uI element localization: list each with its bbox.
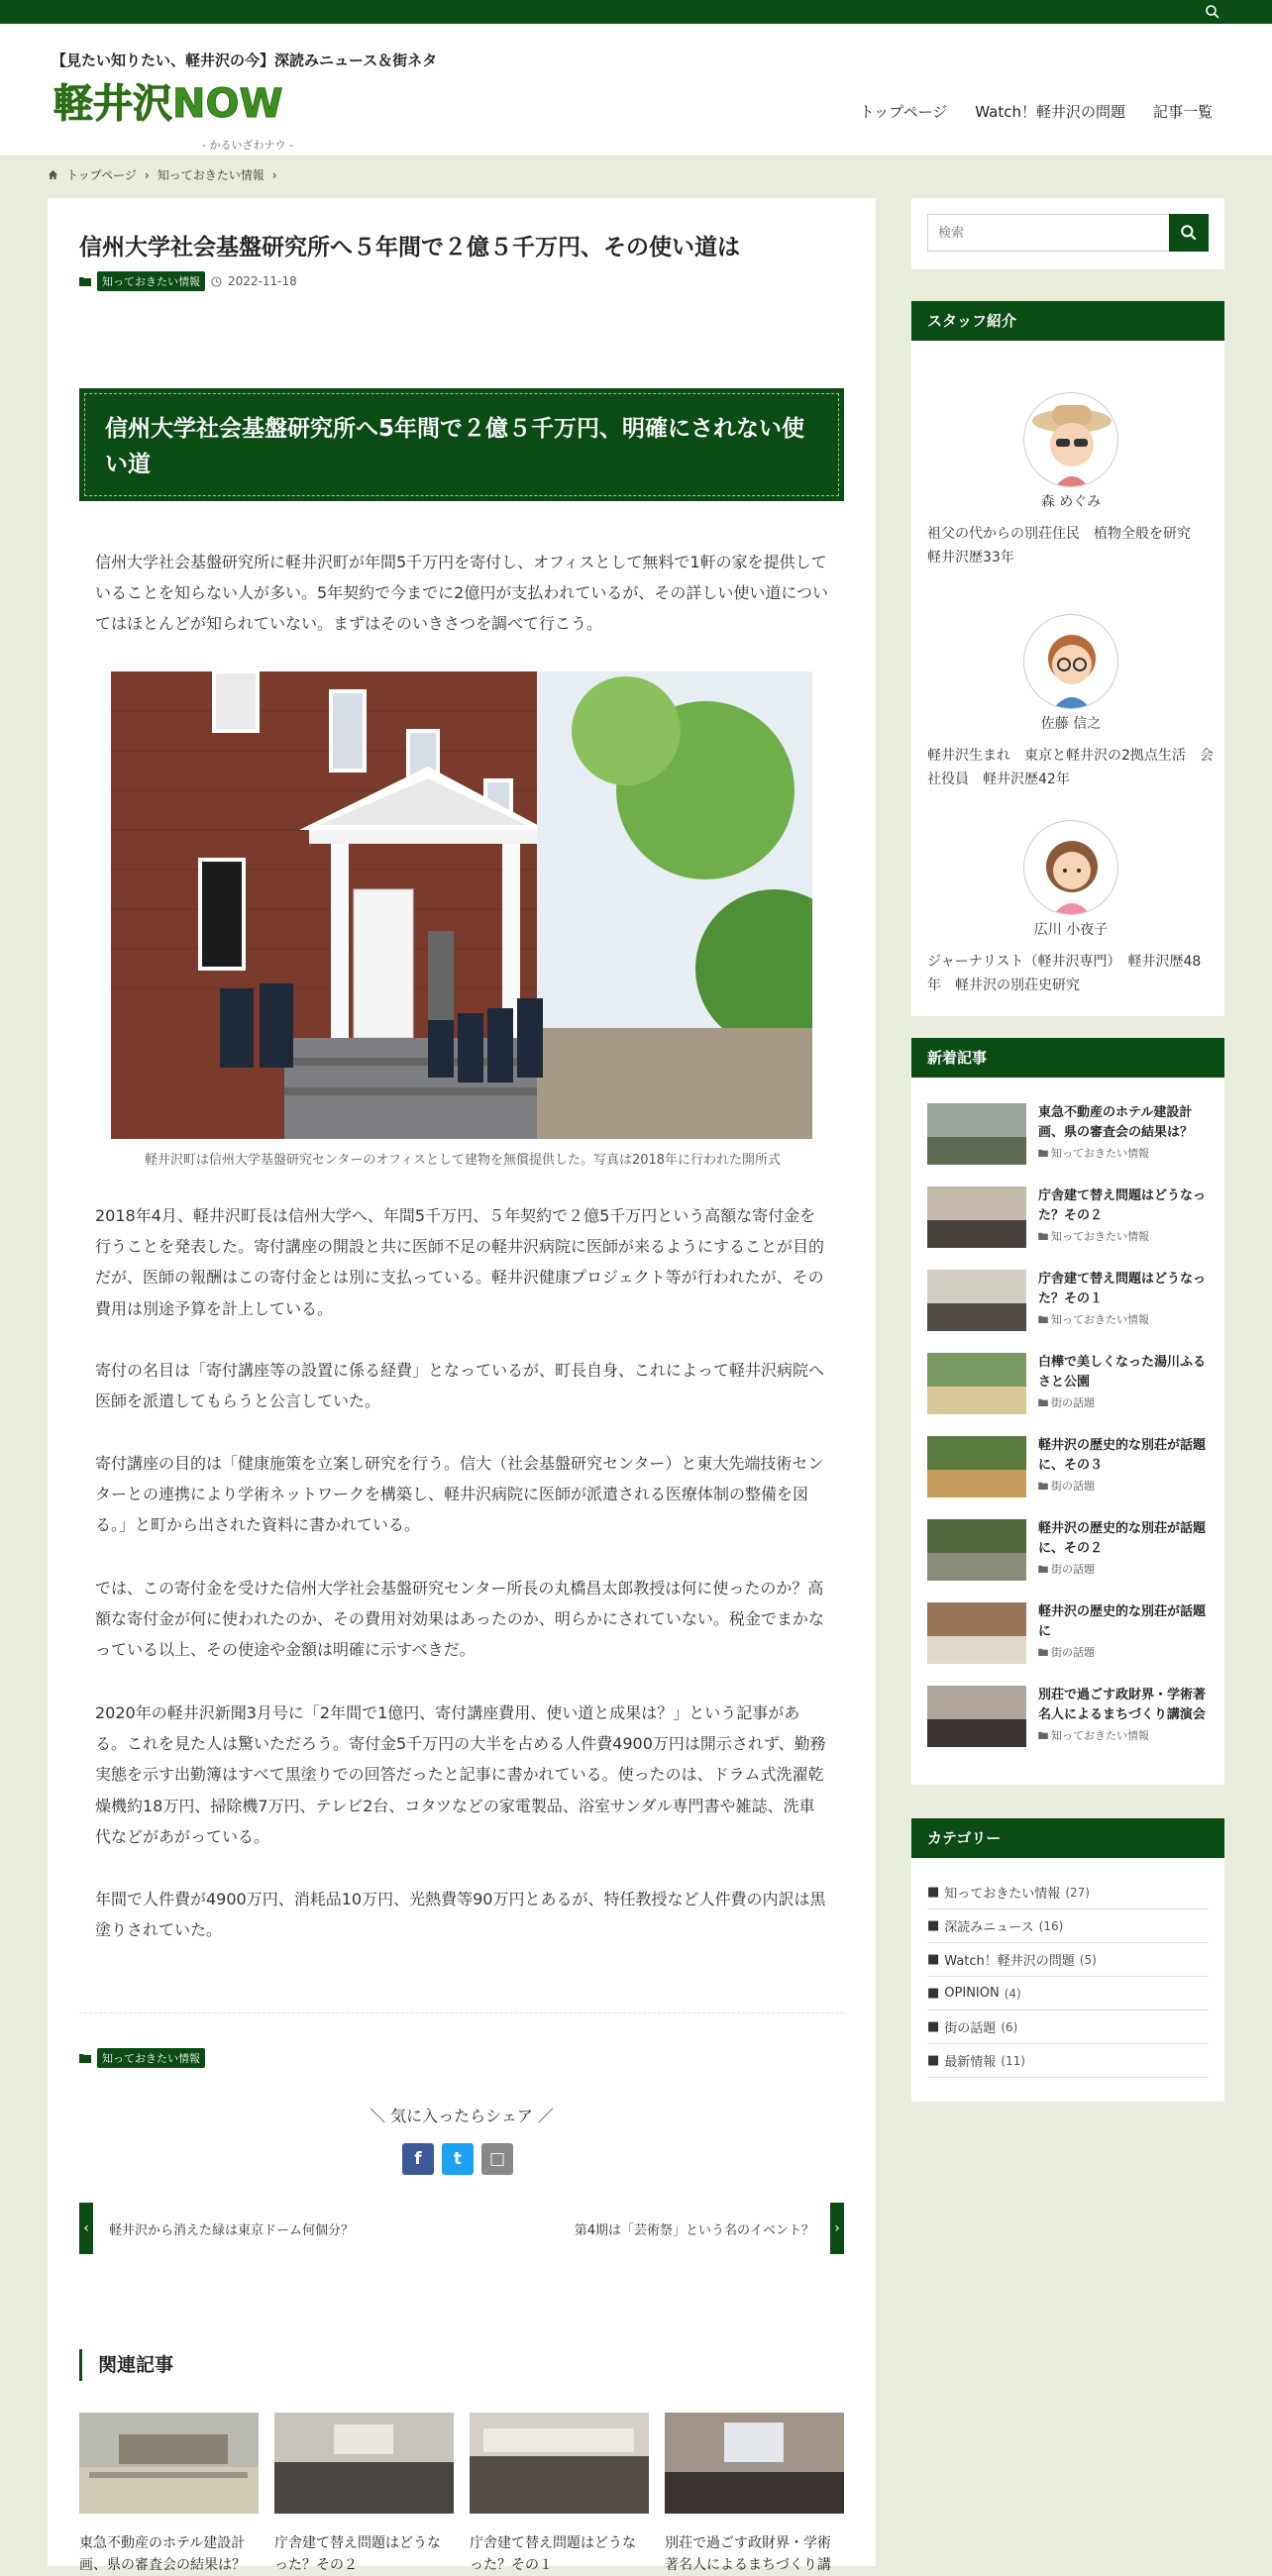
search-button[interactable] bbox=[1169, 214, 1209, 252]
share-heading: ＼ 気に入ったらシェア ／ bbox=[370, 2107, 554, 2125]
news-heading: 新着記事 bbox=[911, 1038, 1224, 1078]
category-count: (6) bbox=[1001, 2019, 1018, 2034]
share-buttons bbox=[402, 2143, 513, 2175]
news-title: 庁舎建て替え問題はどうなった？その１ bbox=[1038, 1272, 1207, 1307]
sidebar-news bbox=[911, 1038, 1224, 1785]
staff-desc: 祖父の代からの別荘住民 植物全般を研究 軽井沢歴33年 bbox=[927, 526, 1205, 566]
category-name: 最新情報 bbox=[944, 2055, 997, 2070]
staff-name: 森 めぐみ bbox=[1040, 494, 1102, 510]
news-category bbox=[1038, 1561, 1213, 1577]
related-articles bbox=[79, 2413, 844, 2576]
related-title: 別荘で過ごす政財界・学術著名人によるまちづくり講 bbox=[665, 2535, 831, 2573]
breadcrumb bbox=[48, 166, 277, 183]
category-item[interactable] bbox=[927, 1909, 1209, 1943]
sidebar-staff bbox=[911, 301, 1224, 1016]
chevron-right-icon: › bbox=[830, 2203, 844, 2254]
folder-icon bbox=[1038, 1482, 1048, 1490]
news-item[interactable] bbox=[927, 1103, 1213, 1165]
article-paragraph: 2020年の軽井沢新聞3月号に「2年間で1億円、寄付講座費用、使い道と成果は？」という記事がある。これを見た人は驚いただろう。寄付金5千万円の大半を占める人件費4900万円は開示されず、勤務実態を示す出勤簿はすべて黒塗りでの回答だったと記事に書かれている。使ったのは、ドラム式洗濯乾燥機約18万円、掃除機7万円、テレビ2台、コタツなどの家電製品、浴室サンダル専門書や雑誌、洗車代などがあがっている。 bbox=[95, 1703, 826, 1846]
avatar bbox=[1023, 392, 1118, 487]
folder-icon: ■ bbox=[927, 2053, 940, 2068]
news-thumb bbox=[927, 1436, 1026, 1497]
related-card[interactable] bbox=[274, 2413, 454, 2576]
folder-icon bbox=[1038, 1565, 1048, 1573]
category-name: Watch！軽井沢の問題 bbox=[944, 1954, 1075, 1969]
next-article-title: 第4期は「芸術祭」という名のイベント？ bbox=[574, 2222, 814, 2238]
news-category-label: 知っておきたい情報 bbox=[1051, 1147, 1149, 1161]
article-paragraph: 寄付講座の目的は「健康施策を立案し研究を行う。信大（社会基盤研究センター）と東大先端技術センターとの連携により学術ネットワークを構築し、軽井沢病院に医師が派遣される医療体制の整備を図る。」と町から出された資料に書かれている。 bbox=[95, 1454, 824, 1535]
photo-caption: 軽井沢町は信州大学基盤研究センターのオフィスとして建物を無償提供した。写真は2018年に行われた開所式 bbox=[144, 1153, 782, 1168]
news-category bbox=[1038, 1228, 1213, 1244]
site-tagline: 【見たい知りたい、軽井沢の今】深読みニュース＆街ネタ bbox=[52, 52, 438, 69]
news-thumb bbox=[927, 1686, 1026, 1747]
news-thumb bbox=[927, 1186, 1026, 1248]
article bbox=[48, 198, 876, 2573]
staff-card bbox=[927, 820, 1215, 998]
news-thumb bbox=[927, 1103, 1026, 1165]
folder-icon: ■ bbox=[927, 1918, 940, 1933]
news-category-label: 街の話題 bbox=[1051, 1396, 1095, 1410]
category-name: 深読みニュース bbox=[944, 1920, 1034, 1935]
article-heading: 信州大学社会基盤研究所へ5年間で２億５千万円、明確にされない使い道 bbox=[79, 388, 844, 501]
twitter-icon[interactable]: t bbox=[442, 2143, 474, 2175]
site-header bbox=[0, 24, 1272, 156]
next-article-link[interactable] bbox=[575, 2203, 844, 2254]
staff-desc: ジャーナリスト（軽井沢専門） 軽井沢歴48年 軽井沢の別荘史研究 bbox=[927, 954, 1202, 993]
news-category bbox=[1038, 1394, 1213, 1410]
related-card[interactable] bbox=[470, 2413, 649, 2576]
prev-article-title: 軽井沢から消えた緑は東京ドーム何個分？ bbox=[109, 2222, 355, 2238]
news-item[interactable] bbox=[927, 1686, 1213, 1747]
avatar bbox=[1023, 820, 1118, 915]
search-icon bbox=[1180, 224, 1198, 242]
breadcrumb-category[interactable]: 知っておきたい情報 bbox=[157, 168, 265, 182]
folder-icon bbox=[1038, 1648, 1048, 1656]
article-paragraph: 信州大学社会基盤研究所に軽井沢町が年間5千万円を寄付し、オフィスとして無料で1軒の家を提供していることを知らない人が多い。5年契約で今までに2億円が支払われているが、その詳しい使い道についてはほとんどが知られていない。まずはそのいきさつを調べて行こう。 bbox=[95, 553, 829, 634]
article-footer-category bbox=[79, 2048, 205, 2068]
search-input[interactable] bbox=[927, 214, 1169, 252]
related-title: 庁舎建て替え問題はどうなった？その２ bbox=[274, 2535, 441, 2573]
site-logo[interactable] bbox=[52, 71, 448, 155]
staff-name: 広川 小夜子 bbox=[1033, 922, 1109, 938]
news-title: 東急不動産のホテル建設計画、県の審査会の結果は？ bbox=[1038, 1105, 1194, 1141]
folder-icon bbox=[79, 2053, 91, 2063]
folder-icon bbox=[1038, 1398, 1048, 1406]
article-meta bbox=[79, 271, 297, 291]
news-category bbox=[1038, 1145, 1213, 1161]
news-item[interactable] bbox=[927, 1519, 1213, 1581]
nav-articles[interactable]: 記事一覧 bbox=[1152, 103, 1213, 121]
folder-icon bbox=[79, 276, 91, 286]
article-paragraph: 年間で人件費が4900万円、消耗品10万円、光熱費等90万円とあるが、特任教授など人件費の内訳は黒塗りされていた。 bbox=[95, 1890, 826, 1940]
sidebar-categories bbox=[911, 1818, 1224, 2102]
news-category bbox=[1038, 1644, 1213, 1660]
prev-article-link[interactable] bbox=[79, 2203, 354, 2254]
article-date: 2022-11-18 bbox=[228, 274, 297, 288]
news-item[interactable] bbox=[927, 1270, 1213, 1331]
category-item[interactable] bbox=[927, 2044, 1209, 2078]
sidebar-search bbox=[911, 198, 1224, 269]
related-thumb bbox=[665, 2413, 844, 2514]
category-list bbox=[927, 1876, 1209, 2078]
folder-icon bbox=[1038, 1232, 1048, 1240]
clock-icon bbox=[211, 276, 222, 287]
related-title: 庁舎建て替え問題はどうなった？その１ bbox=[470, 2535, 636, 2573]
category-item[interactable] bbox=[927, 1876, 1209, 1909]
nav-watch[interactable]: Watch！軽井沢の問題 bbox=[975, 103, 1125, 121]
related-card[interactable] bbox=[665, 2413, 844, 2576]
news-thumb bbox=[927, 1270, 1026, 1331]
news-title: 軽井沢の歴史的な別荘が話題に bbox=[1038, 1604, 1207, 1640]
folder-icon: ■ bbox=[927, 2019, 940, 2034]
news-thumb bbox=[927, 1519, 1026, 1581]
home-icon bbox=[48, 169, 58, 180]
related-thumb bbox=[274, 2413, 454, 2514]
news-item[interactable] bbox=[927, 1186, 1213, 1248]
global-nav bbox=[860, 101, 1213, 122]
folder-icon: ■ bbox=[927, 1986, 940, 2001]
svg-text:- かるいざわナウ -: - かるいざわナウ - bbox=[202, 139, 293, 152]
folder-icon bbox=[1038, 1731, 1048, 1739]
staff-desc: 軽井沢生まれ 東京と軽井沢の2拠点生活 会社役員 軽井沢歴42年 bbox=[927, 748, 1214, 787]
category-name: 街の話題 bbox=[944, 2021, 997, 2036]
share-icon[interactable]: □ bbox=[481, 2143, 513, 2175]
news-category-label: 街の話題 bbox=[1051, 1563, 1095, 1577]
category-count: (27) bbox=[1065, 1885, 1090, 1900]
article-paragraph: 寄付の名目は「寄付講座等の設置に係る経費」となっているが、町長自身、これによって軽井沢病院へ医師を派遣してもらうと公言していた。 bbox=[95, 1361, 825, 1411]
breadcrumb-home[interactable]: トップページ bbox=[66, 168, 137, 182]
news-title: 軽井沢の歴史的な別荘が話題に、その３ bbox=[1038, 1438, 1207, 1474]
staff-card bbox=[927, 614, 1215, 792]
folder-icon bbox=[1038, 1315, 1048, 1323]
news-category-label: 街の話題 bbox=[1051, 1646, 1095, 1660]
news-thumb bbox=[927, 1602, 1026, 1664]
staff-heading: スタッフ紹介 bbox=[911, 301, 1224, 341]
folder-icon bbox=[1038, 1149, 1048, 1157]
category-count: (16) bbox=[1038, 1918, 1064, 1933]
staff-name: 佐藤 信之 bbox=[1040, 716, 1102, 732]
divider bbox=[79, 2012, 844, 2013]
news-item[interactable] bbox=[927, 1436, 1213, 1497]
news-category-label: 知っておきたい情報 bbox=[1051, 1729, 1149, 1743]
search-icon[interactable] bbox=[1205, 4, 1220, 20]
news-category bbox=[1038, 1727, 1213, 1743]
chevron-right-icon: › bbox=[271, 167, 277, 182]
facebook-icon[interactable]: f bbox=[402, 2143, 434, 2175]
avatar bbox=[1023, 614, 1118, 709]
related-thumb bbox=[470, 2413, 649, 2514]
news-category-label: 街の話題 bbox=[1051, 1480, 1095, 1494]
news-item[interactable] bbox=[927, 1602, 1213, 1664]
related-title: 東急不動産のホテル建設計画、県の審査会の結果は？ bbox=[79, 2535, 246, 2573]
news-title: 白樺で美しくなった湯川ふるさと公園 bbox=[1038, 1355, 1207, 1391]
news-category-label: 知っておきたい情報 bbox=[1051, 1313, 1149, 1327]
staff-card bbox=[927, 392, 1215, 570]
article-title: 信州大学社会基盤研究所へ５年間で２億５千万円、その使い道は bbox=[79, 235, 740, 260]
chevron-right-icon: › bbox=[144, 167, 150, 182]
news-category-label: 知っておきたい情報 bbox=[1051, 1230, 1149, 1244]
news-title: 別荘で過ごす政財界・学術著名人によるまちづくり講演会 bbox=[1038, 1688, 1207, 1723]
top-bar bbox=[0, 0, 1272, 24]
folder-icon: ■ bbox=[927, 1885, 940, 1900]
article-photo bbox=[111, 671, 812, 1139]
related-heading: 関連記事 bbox=[79, 2349, 173, 2381]
category-count: (4) bbox=[1004, 1986, 1021, 2001]
category-badge[interactable]: 知っておきたい情報 bbox=[97, 271, 205, 291]
category-heading: カテゴリー bbox=[911, 1818, 1224, 1858]
nav-top[interactable]: トップページ bbox=[859, 103, 948, 121]
related-thumb bbox=[79, 2413, 259, 2514]
news-title: 庁舎建て替え問題はどうなった？その２ bbox=[1038, 1188, 1207, 1224]
chevron-left-icon: ‹ bbox=[79, 2203, 93, 2254]
article-paragraph: 2018年4月、軽井沢町長は信州大学へ、年間5千万円、５年契約で２億5千万円という高額な寄付金を行うことを発表した。寄付講座の開設と共に医師不足の軽井沢病院に医師が来るようにすることが目的だが、医師の報酬はこの寄付金とは別に支払っている。軽井沢健康プロジェクト等が行われたが、その費用は別途予算を計上している。 bbox=[95, 1206, 825, 1318]
svg-text:軽井沢NOW: 軽井沢NOW bbox=[53, 81, 283, 127]
category-count: (11) bbox=[1001, 2053, 1025, 2068]
share-title: 気に入ったらシェア bbox=[390, 2107, 533, 2125]
news-title: 軽井沢の歴史的な別荘が話題に、その２ bbox=[1038, 1521, 1207, 1557]
news-item[interactable] bbox=[927, 1353, 1213, 1414]
category-name: 知っておきたい情報 bbox=[944, 1887, 1061, 1902]
category-badge[interactable]: 知っておきたい情報 bbox=[97, 2048, 205, 2068]
category-item[interactable] bbox=[927, 2010, 1209, 2044]
category-name: OPINION bbox=[944, 1986, 1000, 2001]
folder-icon: ■ bbox=[927, 1952, 940, 1967]
news-thumb bbox=[927, 1353, 1026, 1414]
category-item[interactable] bbox=[927, 1977, 1209, 2010]
related-card[interactable] bbox=[79, 2413, 259, 2576]
article-paragraph: では、この寄付金を受けた信州大学社会基盤研究センター所長の丸橋昌太郎教授は何に使ったのか？高額な寄付金が何に使われたのか、その費用対効果はあったのか、明らかにされていない。税金でまかなっている以上、その使途や金額は明確に示すべきだ。 bbox=[95, 1579, 824, 1660]
news-category bbox=[1038, 1478, 1213, 1494]
category-item[interactable] bbox=[927, 1943, 1209, 1977]
news-category bbox=[1038, 1311, 1213, 1327]
category-count: (5) bbox=[1079, 1952, 1097, 1967]
